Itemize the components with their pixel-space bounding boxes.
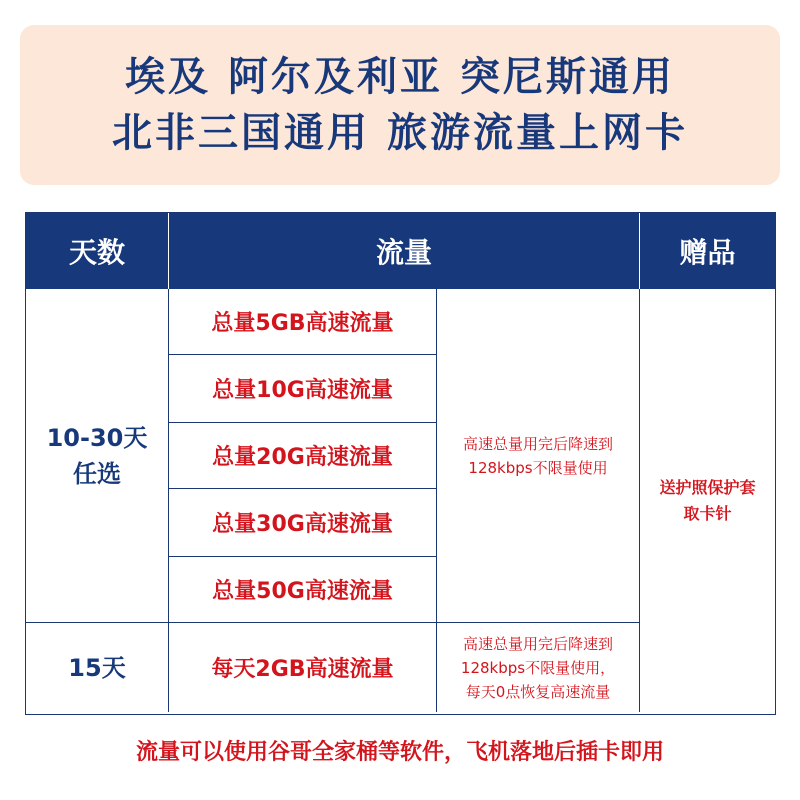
daily-note-line: 128kbps不限量使用， xyxy=(460,658,616,677)
gift-line: 取卡针 xyxy=(683,503,732,523)
plan-row: 总量5GB高速流量 xyxy=(169,289,437,355)
gift-line: 送护照保护套 xyxy=(659,477,756,497)
speed-note-line: 128kbps不限量使用 xyxy=(468,458,608,477)
plan-row: 总量30G高速流量 xyxy=(169,489,437,557)
gift-cell xyxy=(640,289,775,712)
header-gift: 赠品 xyxy=(640,213,775,289)
days-cell-15: 15天 xyxy=(26,623,169,712)
days-range-label: 10-30天 xyxy=(46,423,148,452)
speed-note-line: 高速总量用完后降速到 xyxy=(462,434,613,453)
daily-note-line: 每天0点恢复高速流量 xyxy=(465,682,611,701)
daily-note-line: 高速总量用完后降速到 xyxy=(462,634,613,653)
plan-row: 总量10G高速流量 xyxy=(169,355,437,423)
title-line-2: 北非三国通用 旅游流量上网卡 xyxy=(112,110,688,156)
header-days: 天数 xyxy=(26,213,169,289)
header-data: 流量 xyxy=(169,213,640,289)
plan-table xyxy=(25,212,776,715)
daily-note-cell xyxy=(437,623,640,712)
plan-row-daily: 每天2GB高速流量 xyxy=(169,623,437,712)
title-line-1: 埃及 阿尔及利亚 突尼斯通用 xyxy=(125,54,675,100)
plan-row: 总量50G高速流量 xyxy=(169,557,437,623)
speed-note-cell xyxy=(437,289,640,623)
days-choose-label: 任选 xyxy=(73,459,121,488)
days-cell-10-30 xyxy=(26,289,169,623)
plan-row: 总量20G高速流量 xyxy=(169,423,437,489)
footer-note: 流量可以使用谷哥全家桶等软件，飞机落地后插卡即用 xyxy=(135,740,664,765)
title-banner xyxy=(20,25,780,185)
